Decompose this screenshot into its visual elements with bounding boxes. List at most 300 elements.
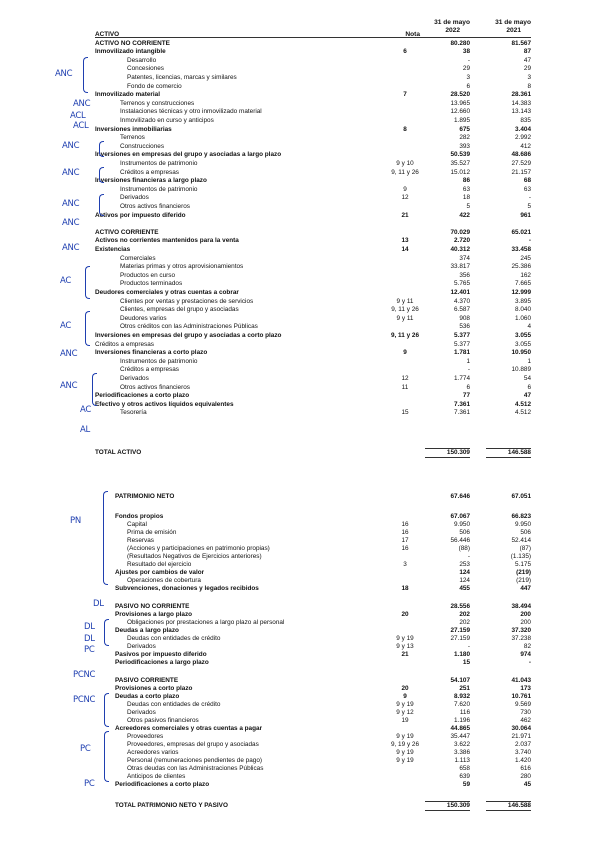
row-value-2021: 37.320 xyxy=(511,627,531,634)
activo-row xyxy=(0,143,600,150)
row-label: Instrumentos de patrimonio xyxy=(120,357,198,365)
row-nota: 15 xyxy=(401,409,409,417)
pasivo-row xyxy=(0,529,600,536)
row-value-2021: 5.175 xyxy=(515,561,531,568)
row-nota: 9 y 10 xyxy=(396,160,414,167)
row-value-2021: 67.051 xyxy=(511,493,531,500)
row-nota: 9 y 13 xyxy=(396,643,414,650)
row-label: Provisiones a largo plazo xyxy=(115,611,193,618)
pasivo-row xyxy=(0,733,600,740)
pasivo-row xyxy=(0,545,600,552)
row-value-2021: 3.055 xyxy=(515,340,531,348)
row-nota: 9 y 19 xyxy=(396,701,414,708)
row-label: Otros activos financieros xyxy=(120,383,190,391)
row-label: Inmovilizado intangible xyxy=(95,48,166,56)
row-nota: 9 xyxy=(403,185,407,193)
total-pasivo-label: TOTAL PATRIMONIO NETO Y PASIVO xyxy=(115,802,228,809)
row-value-2022: 116 xyxy=(459,709,470,716)
activo-row xyxy=(0,341,600,348)
activo-row xyxy=(0,392,600,399)
activo-row xyxy=(0,40,600,47)
row-value-2022: 13.965 xyxy=(450,99,470,107)
row-nota: 20 xyxy=(401,611,409,618)
row-value-2022: (88) xyxy=(458,545,470,552)
row-value-2021: 21.157 xyxy=(511,168,531,176)
bracket-intangible xyxy=(83,57,88,93)
row-label: Reservas xyxy=(127,537,154,544)
pasivo-row xyxy=(0,717,600,724)
activo-row xyxy=(0,315,600,322)
activo-row xyxy=(0,65,600,72)
row-value-2021: 3 xyxy=(527,74,531,81)
row-label: Operaciones de cobertura xyxy=(127,577,201,584)
row-value-2021: 280 xyxy=(520,773,531,780)
row-value-2022: 639 xyxy=(459,773,470,780)
row-label: Otros activos financieros xyxy=(120,203,190,210)
row-nota: 13 xyxy=(401,237,409,245)
row-value-2021: 8.040 xyxy=(515,306,531,314)
row-value-2022: 15.012 xyxy=(450,168,470,176)
activo-row xyxy=(0,255,600,262)
row-value-2021: 616 xyxy=(520,765,531,772)
annotation-13: AC xyxy=(80,405,92,415)
row-value-2022: 33.817 xyxy=(450,263,470,271)
row-value-2022: 28.520 xyxy=(450,91,470,99)
row-nota: 21 xyxy=(401,211,409,219)
row-value-2022: 5 xyxy=(466,203,470,210)
row-value-2021: - xyxy=(528,659,531,666)
bracket-financieras-lp xyxy=(99,194,104,216)
row-value-2022: 6 xyxy=(466,383,470,391)
row-value-2021: 38.494 xyxy=(511,603,531,610)
row-nota: 21 xyxy=(401,651,409,658)
annotation-17: DL xyxy=(84,622,95,632)
row-label: Materias primas y otros aprovisionamientos xyxy=(120,263,244,271)
row-value-2022: 12.401 xyxy=(450,289,470,296)
row-label: Construcciones xyxy=(120,142,165,150)
row-nota: 12 xyxy=(401,194,409,202)
row-label: (Acciones y participaciones en patrimonio propias) xyxy=(127,545,270,552)
row-nota: 9 y 19 xyxy=(396,635,414,642)
row-value-2021: 974 xyxy=(520,651,531,658)
annotation-4: ANC xyxy=(62,141,80,151)
activo-row xyxy=(0,194,600,201)
total-activo-underline-1 xyxy=(425,457,470,458)
activo-row xyxy=(0,280,600,287)
activo-row xyxy=(0,169,600,176)
row-value-2021: 29 xyxy=(523,65,531,73)
row-value-2021: 7.665 xyxy=(515,280,531,288)
row-nota: 8 xyxy=(403,125,407,133)
row-nota: 9 y 19 xyxy=(396,757,414,764)
total-pasivo-underline-2 xyxy=(486,810,531,811)
activo-row xyxy=(0,332,600,339)
row-label: Obligaciones por prestaciones a largo plazo al personal xyxy=(127,619,285,626)
row-value-2022: 374 xyxy=(459,254,470,262)
row-nota: 11 xyxy=(401,383,409,391)
row-value-2022: 6 xyxy=(466,82,470,90)
row-value-2021: 87 xyxy=(523,48,531,56)
pasivo-row xyxy=(0,757,600,764)
row-value-2021: 33.458 xyxy=(511,246,531,253)
activo-row xyxy=(0,229,600,236)
activo-row xyxy=(0,83,600,90)
row-label: Provisiones a corto plazo xyxy=(115,685,193,692)
pasivo-row xyxy=(0,709,600,716)
row-nota: 9 y 11 xyxy=(396,314,414,322)
row-value-2022: 506 xyxy=(459,529,470,536)
row-value-2022: 536 xyxy=(459,323,470,331)
activo-row xyxy=(0,212,600,219)
row-value-2022: 7.361 xyxy=(454,409,470,417)
pasivo-row xyxy=(0,585,600,592)
annotation-15: PN xyxy=(70,516,81,526)
pasivo-row xyxy=(0,561,600,568)
row-nota: 9, 11 y 26 xyxy=(391,168,419,176)
total-activo-2022: 150.309 xyxy=(446,449,470,456)
activo-row xyxy=(0,366,600,373)
pasivo-row xyxy=(0,659,600,666)
row-label: Deudores varios xyxy=(120,314,167,322)
row-label: Tesorería xyxy=(120,409,147,417)
row-value-2022: 70.029 xyxy=(450,228,470,236)
annotation-16: DL xyxy=(93,599,104,609)
row-value-2022: 1 xyxy=(466,357,470,365)
row-value-2021: (219) xyxy=(516,577,531,584)
activo-row xyxy=(0,108,600,115)
row-value-2022: 1.895 xyxy=(454,117,470,124)
row-value-2021: 66.823 xyxy=(511,513,531,520)
row-value-2022: 15 xyxy=(462,659,470,666)
bracket-acreedores xyxy=(104,731,109,782)
row-value-2022: - xyxy=(467,366,470,374)
row-label: (Resultados Negativos de Ejercicios anteriores) xyxy=(127,553,262,560)
row-value-2021: 9.569 xyxy=(515,701,531,708)
row-nota: 9 xyxy=(403,349,407,357)
bracket-inversiones-inmob xyxy=(99,141,104,157)
pasivo-row xyxy=(0,685,600,692)
row-label: Capital xyxy=(127,521,147,528)
row-nota: 9 y 19 xyxy=(396,733,414,740)
row-label: Periodificaciones a corto plazo xyxy=(95,392,190,400)
row-nota: 18 xyxy=(401,585,409,592)
row-label: Derivados xyxy=(127,643,156,650)
row-value-2022: 44.865 xyxy=(450,725,470,732)
row-label: Inmovilizado material xyxy=(95,91,160,99)
row-label: Acreedores varios xyxy=(127,749,179,756)
bracket-existencias xyxy=(85,266,90,299)
row-nota: 3 xyxy=(403,561,407,568)
row-label: Deudas a corto plazo xyxy=(115,693,180,700)
row-value-2021: 506 xyxy=(520,529,531,536)
row-value-2022: 35.447 xyxy=(450,733,470,740)
row-label: ACTIVO xyxy=(95,31,120,38)
row-value-2022: 28.556 xyxy=(450,603,470,610)
row-label: Deudas con entidades de crédito xyxy=(127,701,221,708)
row-label: Periodificaciones a largo plazo xyxy=(115,659,209,666)
row-value-2021: 961 xyxy=(520,211,531,219)
row-label: Otros créditos con las Administraciones Públicas xyxy=(120,323,258,331)
row-value-2022: 59 xyxy=(462,781,470,788)
pasivo-row xyxy=(0,513,600,520)
row-value-2021: 4.512 xyxy=(515,409,531,417)
row-nota: 9 y 11 xyxy=(396,297,414,305)
row-value-2021: 5 xyxy=(527,203,531,210)
row-value-2021: 65.021 xyxy=(511,228,531,236)
row-label: Derivados xyxy=(127,709,156,716)
row-value-2021: 54 xyxy=(523,375,531,382)
row-value-2021: 30.064 xyxy=(511,725,531,732)
activo-row xyxy=(0,177,600,184)
row-value-2021: 3.740 xyxy=(515,749,531,756)
row-label: Fondo de comercio xyxy=(127,82,182,90)
row-value-2022: 3.622 xyxy=(454,741,470,748)
row-value-2022: 202 xyxy=(459,619,470,626)
bracket-deudas-lp xyxy=(104,619,109,646)
annotation-5: ANC xyxy=(62,168,80,178)
row-value-2021: - xyxy=(528,237,531,245)
bracket-fondos-propios xyxy=(103,491,108,585)
row-value-2022: 202 xyxy=(459,611,470,618)
row-label: Otros pasivos financieros xyxy=(127,717,199,724)
row-label: Proveedores, empresas del grupo y asociadas xyxy=(127,741,259,748)
row-nota: 6 xyxy=(403,48,407,56)
row-value-2021: (1.135) xyxy=(510,553,531,560)
row-value-2022: 1.113 xyxy=(454,757,470,764)
row-value-2021: 3.055 xyxy=(515,332,531,339)
row-value-2022: - xyxy=(467,643,470,650)
row-value-2021: 412 xyxy=(520,142,531,150)
row-value-2021: 835 xyxy=(520,117,531,124)
activo-row xyxy=(0,160,600,167)
annotation-3: ACL xyxy=(73,121,89,131)
row-label: Subvenciones, donaciones y legados recibidos xyxy=(115,585,259,592)
row-value-2022: 124 xyxy=(459,577,470,584)
pasivo-row xyxy=(0,611,600,618)
row-value-2022: 5.377 xyxy=(454,340,470,348)
annotation-11: ANC xyxy=(60,349,78,359)
annotation-8: ANC xyxy=(62,243,80,253)
row-label: Créditos a empresas xyxy=(95,340,154,348)
annotation-12: ANC xyxy=(60,381,78,391)
row-label: Acreedores comerciales y otras cuentas a pagar xyxy=(115,725,263,732)
total-pasivo-row xyxy=(0,802,600,809)
row-label: Anticipos de clientes xyxy=(127,773,186,780)
annotation-18: DL xyxy=(84,634,95,644)
row-value-2021: (219) xyxy=(516,569,531,576)
row-value-2021: 173 xyxy=(520,685,531,692)
row-value-2022: - xyxy=(467,553,470,560)
annotation-7: ANC xyxy=(62,218,80,228)
annotation-22: PC xyxy=(80,744,91,754)
activo-row xyxy=(0,375,600,382)
activo-row xyxy=(0,358,600,365)
total-pasivo-2022: 150.309 xyxy=(446,802,470,809)
row-value-2021: 4.512 xyxy=(515,400,531,408)
row-nota: 16 xyxy=(401,529,409,536)
row-value-2021: 12.999 xyxy=(511,289,531,296)
activo-row xyxy=(0,48,600,55)
row-label: Otras deudas con las Administraciones Públicas xyxy=(127,765,264,772)
row-value-2021: 4 xyxy=(527,323,531,331)
activo-row xyxy=(0,134,600,141)
row-value-2021: 52.414 xyxy=(511,537,531,544)
row-value-2021: 41.043 xyxy=(511,677,531,684)
row-label: Productos en curso xyxy=(120,271,176,279)
annotation-10: AC xyxy=(60,321,72,331)
annotation-20: PCNC xyxy=(73,670,96,680)
row-value-2022: 356 xyxy=(459,271,470,279)
row-nota: 20 xyxy=(401,685,409,692)
col-2021-header-line1: 31 de mayo xyxy=(495,19,531,26)
row-nota: 7 xyxy=(403,91,407,99)
activo-row xyxy=(0,384,600,391)
row-value-2022: 4.370 xyxy=(454,297,470,305)
row-label: PATRIMONIO NETO xyxy=(115,493,175,500)
row-label: Productos terminados xyxy=(120,280,183,288)
col-2022-header-line2: 2022 xyxy=(445,27,460,34)
row-label: Inversiones financieras a largo plazo xyxy=(95,177,207,185)
row-label: Periodificaciones a corto plazo xyxy=(115,781,210,788)
pasivo-row xyxy=(0,725,600,732)
row-value-2021: 10.761 xyxy=(511,693,531,700)
row-label: Comerciales xyxy=(120,254,156,262)
row-value-2021: 47 xyxy=(523,56,531,64)
activo-row xyxy=(0,91,600,98)
row-label: Resultado del ejercicio xyxy=(127,561,192,568)
row-label: Efectivo y otros activos líquidos equivalentes xyxy=(95,400,234,408)
row-label: Instalaciones técnicas y otro inmovilizado material xyxy=(120,108,262,116)
row-nota: 12 xyxy=(401,375,409,382)
col-2022-header-line1: 31 de mayo xyxy=(434,19,470,26)
row-value-2022: 18 xyxy=(462,194,470,202)
row-label: Pasivos por impuesto diferido xyxy=(115,651,207,658)
row-value-2022: 5.765 xyxy=(454,280,470,288)
pasivo-row xyxy=(0,493,600,500)
col-2021-header-line2: 2021 xyxy=(506,27,521,34)
activo-row xyxy=(0,298,600,305)
row-value-2022: 455 xyxy=(459,585,470,592)
row-value-2021: 82 xyxy=(523,643,531,650)
row-label: Activos por impuesto diferido xyxy=(95,211,186,219)
row-nota: 16 xyxy=(401,521,409,528)
row-value-2022: 1.180 xyxy=(454,651,470,658)
annotation-0: ANC xyxy=(55,69,73,79)
total-activo-underline-2 xyxy=(486,457,531,458)
row-value-2021: 27.529 xyxy=(511,160,531,167)
total-activo-label: TOTAL ACTIVO xyxy=(95,449,142,456)
nota-header: Nota xyxy=(405,31,420,38)
row-label: Clientes, empresas del grupo y asociadas xyxy=(120,306,239,314)
row-value-2022: 27.159 xyxy=(450,627,470,634)
row-label: Ajustes por cambios de valor xyxy=(115,569,205,576)
pasivo-row xyxy=(0,553,600,560)
bracket-grupo-lp xyxy=(99,167,104,183)
row-label: Activos no corrientes mantenidos para la venta xyxy=(95,237,239,245)
row-value-2022: 1.774 xyxy=(454,375,470,382)
row-value-2021: 200 xyxy=(520,619,531,626)
annotation-2: ACL xyxy=(70,111,86,121)
pasivo-row xyxy=(0,569,600,576)
row-value-2022: 282 xyxy=(459,134,470,142)
row-value-2022: 251 xyxy=(459,685,470,692)
bracket-deudas-cp xyxy=(104,693,109,727)
row-label: Derivados xyxy=(120,375,149,382)
row-value-2022: 38 xyxy=(462,48,470,56)
total-pasivo-underline-1 xyxy=(425,810,470,811)
pasivo-row xyxy=(0,577,600,584)
activo-row xyxy=(0,237,600,244)
row-value-2021: (87) xyxy=(519,545,531,552)
row-label: Instrumentos de patrimonio xyxy=(120,160,198,167)
activo-row xyxy=(0,323,600,330)
row-nota: 9, 11 y 26 xyxy=(390,332,420,339)
row-label: Concesiones xyxy=(127,65,164,73)
row-nota: 9 y 12 xyxy=(396,709,414,716)
row-label: Deudores comerciales y otras cuentas a cobrar xyxy=(95,289,239,296)
annotation-23: PC xyxy=(84,779,95,789)
row-value-2021: 47 xyxy=(523,392,531,400)
activo-row xyxy=(0,203,600,210)
row-label: Deudas con entidades de crédito xyxy=(127,635,221,642)
row-value-2022: 675 xyxy=(459,125,470,133)
row-label: Inversiones en empresas del grupo y asociadas a largo plazo xyxy=(95,151,282,159)
total-activo-row xyxy=(0,449,600,456)
row-value-2021: 462 xyxy=(520,717,531,724)
pasivo-row xyxy=(0,765,600,772)
annotation-6: ANC xyxy=(62,199,80,209)
row-label: Terrenos xyxy=(120,134,145,142)
row-label: Deudas a largo plazo xyxy=(115,627,179,634)
row-value-2022: 1.781 xyxy=(454,349,470,357)
row-nota: 17 xyxy=(401,537,409,544)
row-label: Clientes por ventas y prestaciones de servicios xyxy=(120,297,254,305)
activo-row xyxy=(0,151,600,158)
row-value-2021: 3.404 xyxy=(515,125,531,133)
row-value-2022: 80.280 xyxy=(450,39,470,47)
row-value-2021: 1 xyxy=(527,357,531,365)
row-value-2022: 35.527 xyxy=(450,160,470,167)
row-value-2022: 124 xyxy=(459,569,470,576)
row-label: Créditos a empresas xyxy=(120,366,179,374)
row-nota: 16 xyxy=(401,545,409,552)
row-value-2022: 5.377 xyxy=(454,332,470,339)
row-value-2022: 67.067 xyxy=(450,513,470,520)
row-label: Terrenos y construcciones xyxy=(120,99,195,107)
row-value-2021: 14.383 xyxy=(511,99,531,107)
row-nota: 9, 11 y 26 xyxy=(391,306,419,314)
row-label: Fondos propios xyxy=(115,513,164,520)
row-nota: 19 xyxy=(401,717,409,724)
activo-row xyxy=(0,31,600,38)
row-value-2022: 422 xyxy=(459,211,470,219)
row-label: Inversiones financieras a corto plazo xyxy=(95,349,208,357)
bracket-financieras-cp xyxy=(92,373,97,406)
row-label: Instrumentos de patrimonio xyxy=(120,185,198,193)
activo-row xyxy=(0,263,600,270)
activo-row xyxy=(0,306,600,313)
row-label: ACTIVO CORRIENTE xyxy=(95,228,159,236)
bracket-deudores xyxy=(85,311,90,346)
annotation-1: ANC xyxy=(73,99,91,109)
row-value-2021: 68 xyxy=(523,177,531,185)
activo-row xyxy=(0,117,600,124)
row-value-2021: 45 xyxy=(523,781,531,788)
row-nota: 9 xyxy=(403,693,407,700)
row-value-2022: 2.720 xyxy=(454,237,470,245)
activo-row xyxy=(0,220,600,227)
row-value-2022: 56.446 xyxy=(450,537,470,544)
